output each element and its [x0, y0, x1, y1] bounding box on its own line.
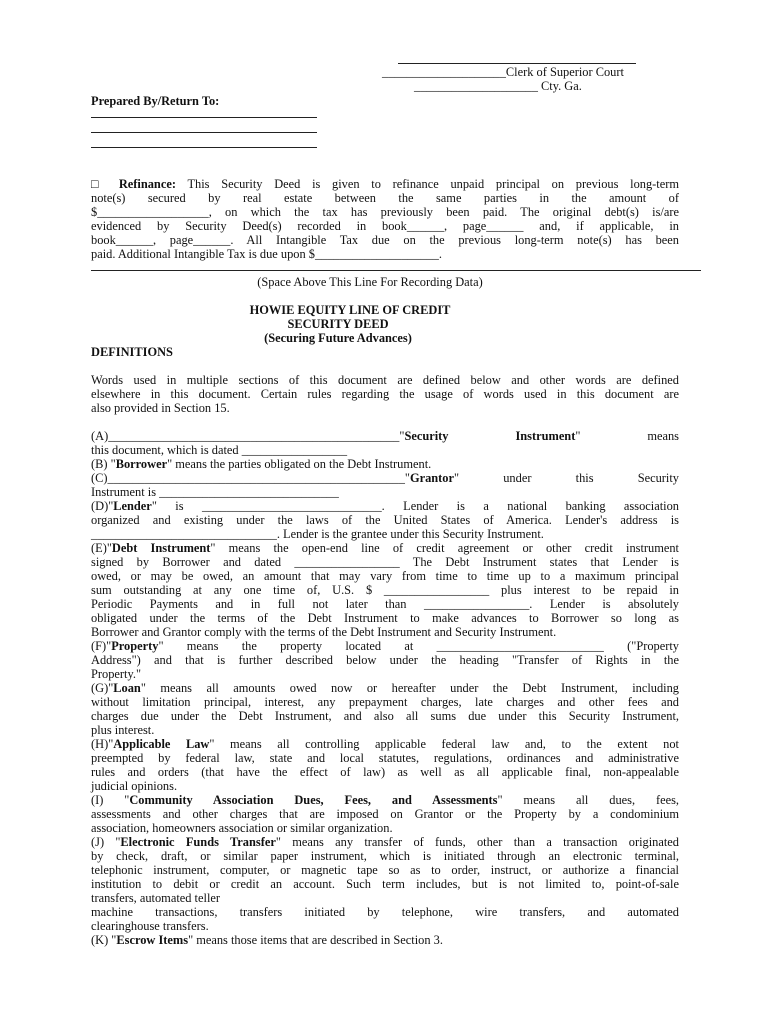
prepared-line-1: [91, 117, 317, 118]
def-d-line-2: organized and existing under the laws of the United States of America. Lender's address is: [91, 513, 679, 527]
def-b-line-1: (B) "Borrower" means the parties obligated on the Debt Instrument.: [91, 457, 432, 471]
def-i-line-3: association, homeowners association or similar organization.: [91, 821, 393, 835]
refinance-line-2: note(s) secured by real estate between the same parties in the amount of: [91, 191, 679, 205]
refinance-checkbox[interactable]: □: [91, 177, 108, 191]
def-f-line-2: Address") and that is further described below under the heading "Transfer of Rights in the: [91, 653, 679, 667]
def-i-line-1: (I) "Community Association Dues, Fees, and Assessments" means all dues, fees,: [91, 793, 680, 807]
def-e-line-7: Borrower and Grantor comply with the terms of the Debt Instrument and Security Instrument.: [91, 625, 557, 639]
refinance-line-1: □ Refinance: This Security Deed is given to refinance unpaid principal on previous long-term: [91, 177, 679, 191]
def-e-line-3: owed, or may be owed, an amount that may vary from time to time up to a maximum principal: [91, 569, 679, 583]
def-e-line-5: Periodic Payments and in full not later than _________________. Lender is absolutely: [91, 597, 679, 611]
def-j-line-1: (J) "Electronic Funds Transfer" means any transfer of funds, other than a transaction originated: [91, 835, 679, 849]
def-e-line-4: sum outstanding at any one time of, U.S. $ _________________ plus interest to be repaid in: [91, 583, 679, 597]
refinance-line-6: paid. Additional Intangible Tax is due upon $____________________.: [91, 247, 442, 261]
def-h-line-3: rules and orders (that have the effect of law) as well as all applicable final, non-appealable: [91, 765, 679, 779]
def-g-line-4: plus interest.: [91, 723, 155, 737]
def-j-line-7: clearinghouse transfers.: [91, 919, 209, 933]
refinance-line-3: $__________________, on which the tax has previously been paid. The original debt(s) is/are: [91, 205, 679, 219]
def-e-line-6: obligated under the terms of the Debt Instrument to make advances to Borrower so long as: [91, 611, 679, 625]
def-i-line-2: assessments and other charges that are imposed on Grantor or the Property by a condominium: [91, 807, 679, 821]
def-f-line-3: Property.": [91, 667, 142, 681]
def-g-line-3: charges due under the Debt Instrument, and also all sums due under this Security Instrument,: [91, 709, 679, 723]
space-above-note: (Space Above This Line For Recording Data): [257, 275, 483, 289]
def-j-line-2: by check, draft, or similar paper instrument, which is initiated through an electronic terminal,: [91, 849, 679, 863]
definitions-intro-3: also provided in Section 15.: [91, 401, 230, 415]
refinance-line-5: book______, page______. All Intangible Tax due on the previous long-term note(s) has been: [91, 233, 679, 247]
def-a-line-1: (A)_______________________________________________"Security Instrument" means: [91, 429, 679, 443]
definitions-intro-1: Words used in multiple sections of this document are defined below and other words are defined: [91, 373, 679, 387]
prepared-by-label: Prepared By/Return To:: [91, 94, 220, 108]
title-line-1: HOWIE EQUITY LINE OF CREDIT: [249, 303, 451, 317]
clerk-signature-line: [398, 63, 636, 64]
def-e-line-1: (E)"Debt Instrument" means the open-end line of credit agreement or other credit instrument: [91, 541, 679, 555]
def-a-line-2: this document, which is dated _________________: [91, 443, 348, 457]
title-line-3: (Securing Future Advances): [264, 331, 412, 345]
refinance-line-4: evidenced by Security Deed(s) recorded in book______, page______ and, if applicable, in: [91, 219, 679, 233]
def-j-line-4: institution to debit or credit an account. Such term includes, but is not limited to, point-of-sale: [91, 877, 679, 891]
def-g-line-1: (G)"Loan" means all amounts owed now or hereafter under the Debt Instrument, including: [91, 681, 679, 695]
def-c-line-2: Instrument is _____________________________: [91, 485, 339, 499]
def-d-line-1: (D)"Lender" is _____________________________. Lender is a national banking association: [91, 499, 679, 513]
def-h-line-2: preempted by federal law, state and local statutes, regulations, ordinances and administrative: [91, 751, 679, 765]
definitions-heading: DEFINITIONS: [91, 345, 173, 359]
def-e-line-2: signed by Borrower and dated _________________ The Debt Instrument states that Lender is: [91, 555, 679, 569]
county-line: ____________________ Cty. Ga.: [414, 79, 582, 93]
def-k-line-1: (K) "Escrow Items" means those items that are described in Section 3.: [91, 933, 443, 947]
def-h-line-1: (H)"Applicable Law" means all controlling applicable federal law and, to the extent not: [91, 737, 679, 751]
def-j-line-5: transfers, automated teller: [91, 891, 221, 905]
def-c-line-1: (C)________________________________________________"Grantor" under this Security: [91, 471, 679, 485]
prepared-line-2: [91, 132, 317, 133]
def-g-line-2: without limitation principal, interest, any prepayment charges, late charges and other fees and: [91, 695, 679, 709]
clerk-of-court-line: ____________________Clerk of Superior Court: [382, 65, 624, 79]
title-line-2: SECURITY DEED: [287, 317, 389, 331]
def-f-line-1: (F)"Property" means the property located at ___________________________ ("Property: [91, 639, 679, 653]
definitions-intro-2: elsewhere in this document. Certain rules regarding the usage of words used in this document are: [91, 387, 679, 401]
def-j-line-6: machine transactions, transfers initiated by telephone, wire transfers, and automated: [91, 905, 679, 919]
def-h-line-4: judicial opinions.: [91, 779, 178, 793]
prepared-line-3: [91, 147, 317, 148]
recording-separator: [91, 270, 701, 271]
def-j-line-3: telephonic instrument, computer, or magnetic tape so as to order, instruct, or authorize a financial: [91, 863, 679, 877]
def-d-line-3: ______________________________. Lender is the grantee under this Security Instrument.: [91, 527, 544, 541]
